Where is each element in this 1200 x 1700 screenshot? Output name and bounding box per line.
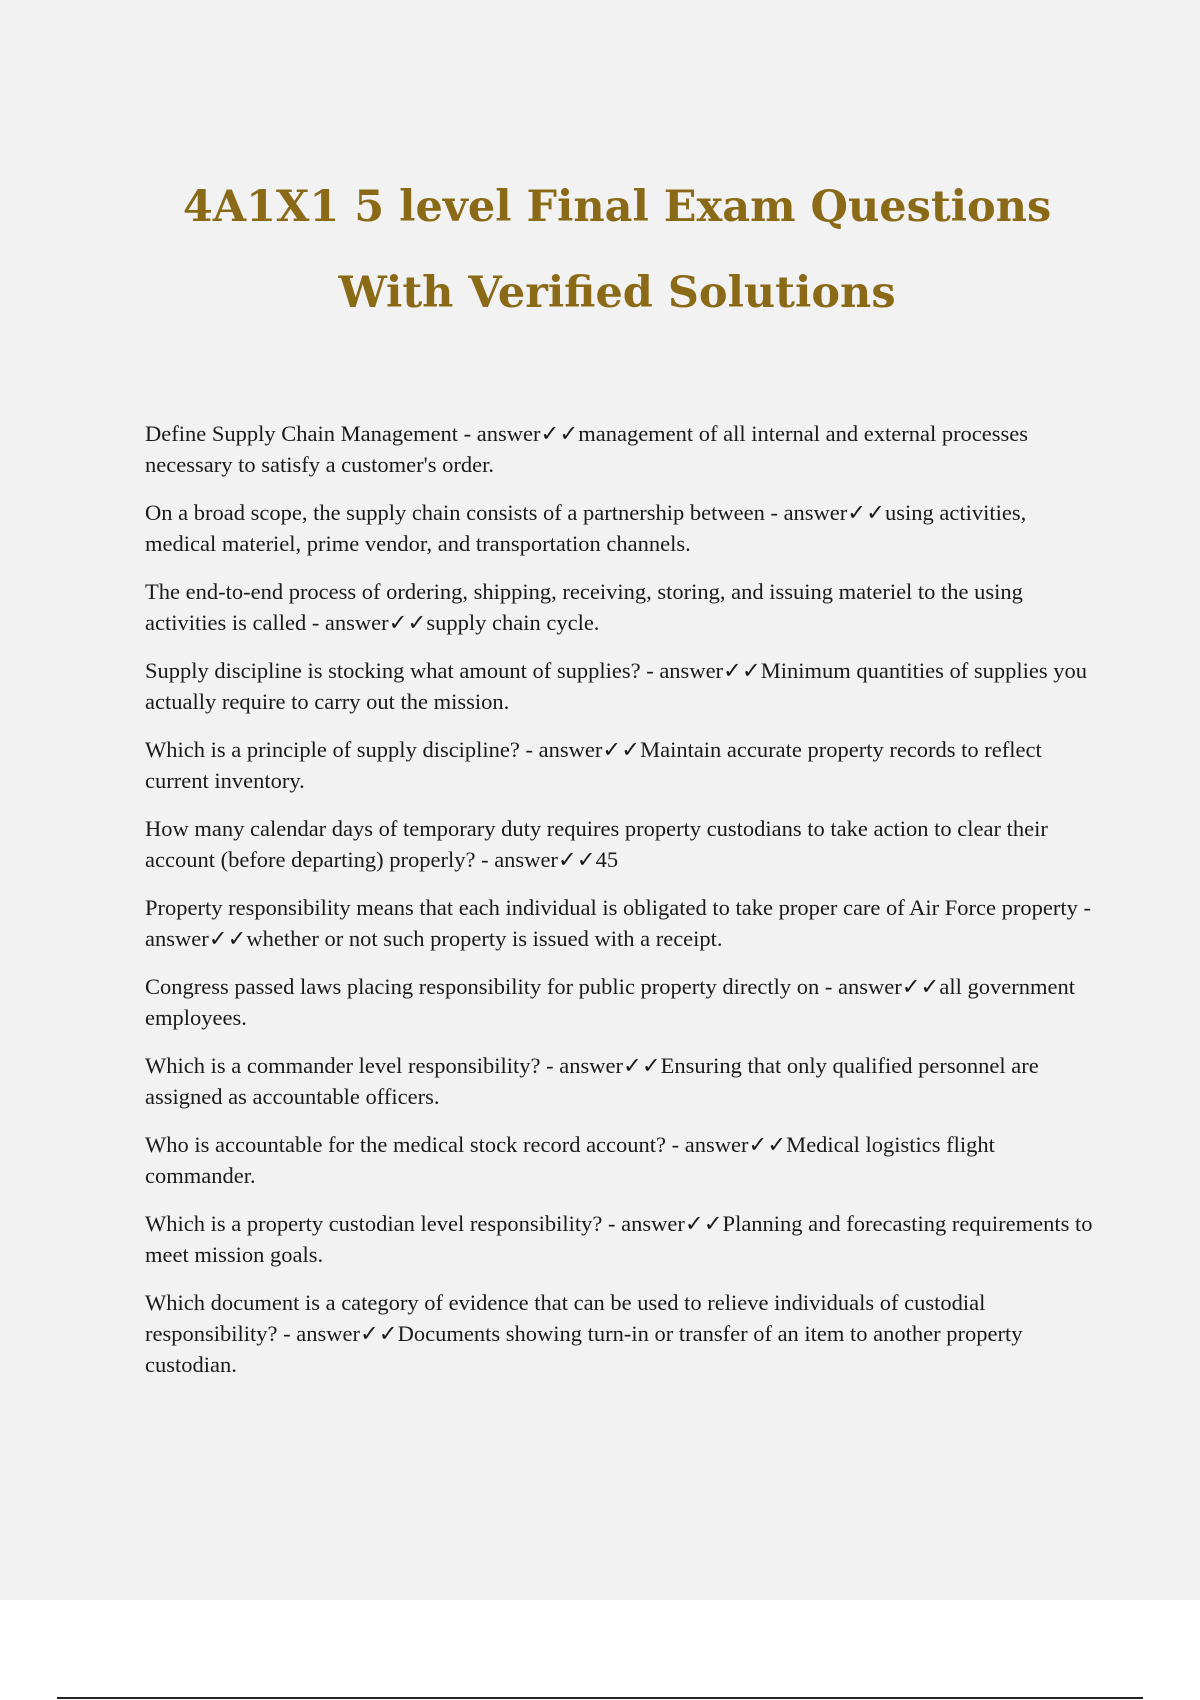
qa-item: Which is a principle of supply discipline? - answer✓✓Maintain accurate property records to reflect current inventory.: [145, 737, 1042, 793]
qa-item: How many calendar days of temporary duty requires property custodians to take action to clear their account (before departing) properly? - answer✓✓45: [145, 816, 1048, 872]
document-title: [0, 164, 1200, 336]
footer-divider: [57, 1697, 1143, 1699]
qa-list: [145, 418, 1095, 1397]
qa-item: Define Supply Chain Management - answer✓✓management of all internal and external processes necessary to satisfy a customer's order.: [145, 421, 1029, 477]
qa-item: Congress passed laws placing responsibility for public property directly on - answer✓✓all government employees.: [145, 974, 1075, 1030]
title-line-2: With Verified Solutions: [338, 268, 896, 318]
qa-item: Which is a property custodian level responsibility? - answer✓✓Planning and forecasting requirements to meet mission goals.: [145, 1211, 1093, 1267]
qa-item: On a broad scope, the supply chain consists of a partnership between - answer✓✓using activities, medical materiel, prime vendor, and transportation channels.: [145, 500, 1027, 556]
qa-item: Supply discipline is stocking what amount of supplies? - answer✓✓Minimum quantities of supplies you actually require to carry out the mission.: [145, 658, 1087, 714]
page-bottom-margin: [0, 1600, 1200, 1700]
qa-item: Who is accountable for the medical stock record account? - answer✓✓Medical logistics flight commander.: [145, 1132, 995, 1188]
title-line-1: 4A1X1 5 level Final Exam Questions: [182, 182, 1052, 232]
qa-item: Which document is a category of evidence that can be used to relieve individuals of custodial responsibility? - answer✓✓Documents showing turn-in or transfer of an item to another property custodian.: [145, 1290, 1023, 1377]
qa-item: Which is a commander level responsibility? - answer✓✓Ensuring that only qualified personnel are assigned as accountable officers.: [145, 1053, 1039, 1109]
qa-item: Property responsibility means that each individual is obligated to take proper care of Air Force property - answer✓✓whether or not such property is issued with a receipt.: [145, 895, 1091, 951]
qa-item: The end-to-end process of ordering, shipping, receiving, storing, and issuing materiel to the using activities is called - answer✓✓supply chain cycle.: [145, 579, 1023, 635]
